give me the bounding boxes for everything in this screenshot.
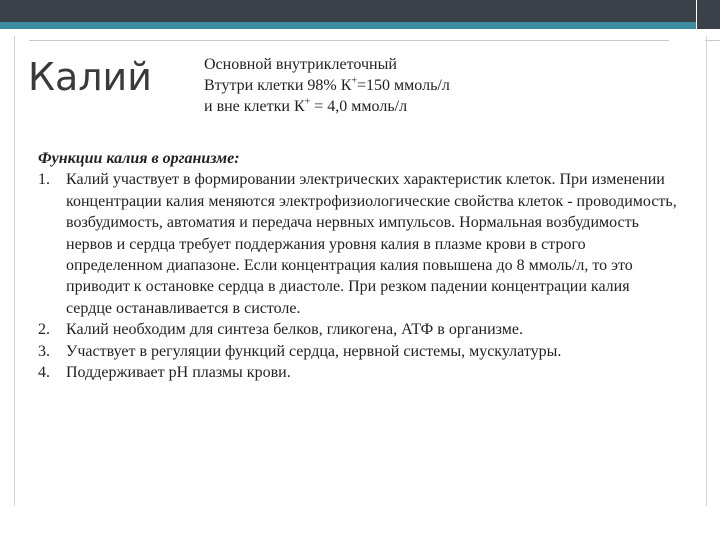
functions-list bbox=[38, 169, 678, 383]
header-line-3-suffix: = 4,0 ммоль/л bbox=[310, 98, 408, 115]
list-item bbox=[38, 169, 678, 319]
list-item-text: Участвует в регуляции функций сердца, нервной системы, мускулатуры. bbox=[66, 342, 562, 360]
top-dark-bar bbox=[0, 0, 696, 22]
frame-right-border bbox=[706, 36, 707, 506]
top-corner-block bbox=[697, 0, 720, 29]
list-item-text: Калий необходим для синтеза белков, гликогена, АТФ в организме. bbox=[66, 321, 523, 339]
header-line-3-prefix: и вне клетки К bbox=[204, 98, 305, 115]
header-line-3 bbox=[204, 96, 450, 117]
list-item bbox=[38, 362, 678, 383]
slide-title: Калий bbox=[28, 55, 152, 99]
list-item-number: 4. bbox=[38, 364, 50, 382]
slide-body bbox=[38, 148, 678, 383]
header-rule bbox=[29, 40, 669, 41]
list-item-text: Поддерживает рН плазмы крови. bbox=[66, 364, 291, 382]
top-accent-bar bbox=[0, 22, 696, 29]
section-title: Функции калия в организме: bbox=[38, 150, 240, 167]
list-item-number: 1. bbox=[38, 171, 50, 189]
list-item-number: 2. bbox=[38, 321, 50, 339]
frame-left-border bbox=[14, 36, 15, 506]
list-item bbox=[38, 319, 678, 340]
list-item bbox=[38, 341, 678, 362]
list-item-number: 3. bbox=[38, 342, 50, 360]
header-rule-right bbox=[705, 40, 720, 41]
header-info bbox=[204, 54, 450, 117]
header-line-2-prefix: Втутри клетки 98% К bbox=[204, 77, 352, 94]
header-line-3-superscript: + bbox=[304, 96, 311, 108]
header-line-2 bbox=[204, 75, 450, 96]
header-line-2-superscript: + bbox=[351, 75, 358, 87]
list-item-text: Калий участвует в формировании электрических характеристик клеток. При изменении концентрации калия меняются электрофизиологические свойства клеток - проводимость, возбудимость, автоматия и передача нервных импульсов. Нормальная возбудимость нервов и сердца требует поддержания уровня калия в плазме крови в строго определенном диапазоне. Если концентрация калия повышена до 8 ммоль/л, то это приводит к остановке сердца в диастоле. При резком падении концентрации калия сердце останавливается в систоле. bbox=[66, 171, 677, 317]
header-line-2-suffix: =150 ммоль/л bbox=[357, 77, 450, 94]
header-line-1: Основной внутриклеточный bbox=[204, 56, 397, 73]
